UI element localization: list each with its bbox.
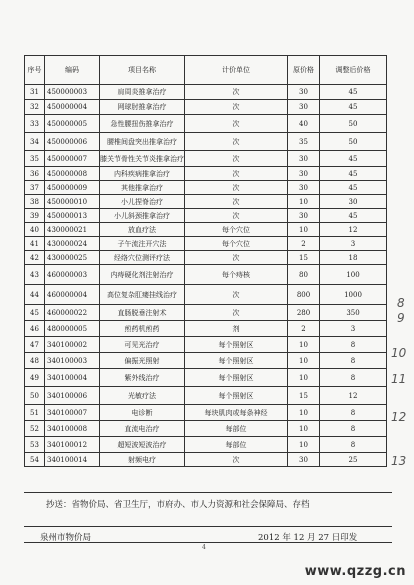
table-row: [25, 387, 387, 405]
row-old-price: 10: [288, 405, 320, 421]
header-code: 编码: [45, 56, 100, 85]
row-item-name: 其他推拿治疗: [100, 181, 185, 195]
handwritten-note: 10: [391, 346, 407, 360]
row-old-price: 10: [288, 195, 320, 209]
row-item-name: 小儿斜颈推拿治疗: [100, 209, 185, 223]
row-item-name: 光敏疗法: [100, 387, 185, 405]
handwritten-note: 12: [391, 410, 407, 424]
row-item-name: 直肠脱垂注射术: [100, 305, 185, 321]
row-old-price: 2: [288, 237, 320, 251]
header-unit: 计价单位: [185, 56, 288, 85]
header-no: 序号: [25, 56, 45, 85]
row-new-price: 30: [320, 195, 387, 209]
row-number: 52: [25, 421, 45, 437]
row-new-price: 8: [320, 405, 387, 421]
row-number: 35: [25, 151, 45, 167]
row-old-price: 30: [288, 85, 320, 100]
table-row: [25, 369, 387, 387]
row-number: 37: [25, 181, 45, 195]
page-number: 4: [202, 544, 206, 551]
row-code: 450000013: [45, 209, 100, 223]
row-code: 460000004: [45, 285, 100, 305]
header-old-price: 原价格: [288, 56, 320, 85]
row-item-name: 小儿捏脊治疗: [100, 195, 185, 209]
row-old-price: 10: [288, 353, 320, 369]
row-code: 450000005: [45, 115, 100, 133]
row-old-price: 40: [288, 115, 320, 133]
row-item-name: 内痔硬化剂注射治疗: [100, 265, 185, 285]
row-number: 38: [25, 195, 45, 209]
row-old-price: 80: [288, 265, 320, 285]
row-old-price: 10: [288, 437, 320, 453]
row-item-name: 可见光治疗: [100, 337, 185, 353]
row-code: 460000022: [45, 305, 100, 321]
row-new-price: 45: [320, 151, 387, 167]
row-item-name: 电诊断: [100, 405, 185, 421]
row-item-name: 放血疗法: [100, 223, 185, 237]
issue-date: 2012 年 12 月 27 日印发: [258, 533, 358, 543]
row-number: 33: [25, 115, 45, 133]
handwritten-note: 13: [391, 454, 407, 468]
row-item-name: 肩周炎推拿治疗: [100, 85, 185, 100]
row-unit: 次: [185, 305, 288, 321]
row-new-price: 1000: [320, 285, 387, 305]
row-old-price: 30: [288, 100, 320, 115]
row-code: 450000010: [45, 195, 100, 209]
header-name: 项目名称: [100, 56, 185, 85]
row-old-price: 10: [288, 223, 320, 237]
row-unit: 次: [185, 85, 288, 100]
row-new-price: 8: [320, 437, 387, 453]
table-row: [25, 337, 387, 353]
table-row: [25, 237, 387, 251]
row-item-name: 膝关节骨性关节炎推拿治疗: [100, 151, 185, 167]
row-item-name: 子午流注开穴法: [100, 237, 185, 251]
row-code: 430000021: [45, 223, 100, 237]
footer-rule-bottom: [24, 542, 392, 543]
row-new-price: 45: [320, 167, 387, 181]
row-old-price: 280: [288, 305, 320, 321]
row-number: 39: [25, 209, 45, 223]
row-number: 48: [25, 353, 45, 369]
row-old-price: 800: [288, 285, 320, 305]
row-unit: 次: [185, 209, 288, 223]
row-old-price: 2: [288, 321, 320, 337]
table-row: [25, 321, 387, 337]
row-old-price: 15: [288, 387, 320, 405]
row-number: 53: [25, 437, 45, 453]
row-number: 32: [25, 100, 45, 115]
row-unit: 剂: [185, 321, 288, 337]
row-new-price: 12: [320, 223, 387, 237]
row-unit: 次: [185, 115, 288, 133]
row-new-price: 8: [320, 337, 387, 353]
row-new-price: 350: [320, 305, 387, 321]
table-row: [25, 285, 387, 305]
watermark: www.qzzg.cn: [304, 564, 406, 579]
row-new-price: 8: [320, 369, 387, 387]
row-number: 40: [25, 223, 45, 237]
row-number: 43: [25, 265, 45, 285]
row-number: 44: [25, 285, 45, 305]
row-number: 36: [25, 167, 45, 181]
row-number: 45: [25, 305, 45, 321]
row-code: 450000004: [45, 100, 100, 115]
row-old-price: 30: [288, 167, 320, 181]
row-item-name: 网球肘推拿治疗: [100, 100, 185, 115]
row-code: 450000006: [45, 133, 100, 151]
row-new-price: 12: [320, 387, 387, 405]
row-old-price: 30: [288, 209, 320, 223]
row-unit: 次: [185, 285, 288, 305]
table-row: [25, 167, 387, 181]
row-item-name: 超短波短波治疗: [100, 437, 185, 453]
row-new-price: 3: [320, 321, 387, 337]
row-item-name: 射频电疗: [100, 453, 185, 467]
row-number: 54: [25, 453, 45, 467]
row-code: 430000025: [45, 251, 100, 265]
row-item-name: 紫外线治疗: [100, 369, 185, 387]
row-unit: 每个穴位: [185, 223, 288, 237]
row-number: 49: [25, 369, 45, 387]
row-old-price: 35: [288, 133, 320, 151]
row-unit: 次: [185, 181, 288, 195]
row-new-price: 3: [320, 237, 387, 251]
row-unit: 次: [185, 453, 288, 467]
table-header-row: [25, 56, 387, 85]
row-unit: 次: [185, 195, 288, 209]
table-row: [25, 100, 387, 115]
row-unit: 每个照射区: [185, 369, 288, 387]
table-row: [25, 265, 387, 285]
row-item-name: 直流电治疗: [100, 421, 185, 437]
row-code: 430000024: [45, 237, 100, 251]
row-code: 340100002: [45, 337, 100, 353]
row-number: 42: [25, 251, 45, 265]
row-new-price: 45: [320, 209, 387, 223]
row-old-price: 10: [288, 369, 320, 387]
table-row: [25, 437, 387, 453]
row-new-price: 100: [320, 265, 387, 285]
row-unit: 每部位: [185, 437, 288, 453]
row-item-name: 经络穴位测评疗法: [100, 251, 185, 265]
row-code: 340100008: [45, 421, 100, 437]
row-code: 340100012: [45, 437, 100, 453]
row-item-name: 高位复杂肛瘘挂线治疗: [100, 285, 185, 305]
row-new-price: 18: [320, 251, 387, 265]
row-unit: 次: [185, 251, 288, 265]
price-table: [24, 55, 387, 467]
row-unit: 每块肌肉或每条神经: [185, 405, 288, 421]
row-code: 480000005: [45, 321, 100, 337]
row-item-name: 内科疾病推拿治疗: [100, 167, 185, 181]
table-row: [25, 353, 387, 369]
row-item-name: 急性腰扭伤推拿治疗: [100, 115, 185, 133]
row-code: 460000003: [45, 265, 100, 285]
row-item-name: 煎药机煎药: [100, 321, 185, 337]
row-new-price: 8: [320, 421, 387, 437]
row-old-price: 30: [288, 181, 320, 195]
row-old-price: 15: [288, 251, 320, 265]
row-code: 340100004: [45, 369, 100, 387]
table-row: [25, 85, 387, 100]
row-number: 50: [25, 387, 45, 405]
row-item-name: 腰椎间盘突出推拿治疗: [100, 133, 185, 151]
row-unit: 每个穴位: [185, 237, 288, 251]
row-new-price: 45: [320, 100, 387, 115]
table-row: [25, 181, 387, 195]
row-code: 450000007: [45, 151, 100, 167]
row-code: 340100014: [45, 453, 100, 467]
row-unit: 每个照射区: [185, 353, 288, 369]
row-item-name: 偏振光照射: [100, 353, 185, 369]
row-old-price: 10: [288, 421, 320, 437]
row-unit: 每个痔核: [185, 265, 288, 285]
table-row: [25, 195, 387, 209]
row-number: 34: [25, 133, 45, 151]
row-old-price: 30: [288, 453, 320, 467]
row-old-price: 30: [288, 151, 320, 167]
row-new-price: 25: [320, 453, 387, 467]
table-row: [25, 453, 387, 467]
row-unit: 次: [185, 151, 288, 167]
row-number: 31: [25, 85, 45, 100]
row-number: 47: [25, 337, 45, 353]
table-row: [25, 305, 387, 321]
row-new-price: 8: [320, 353, 387, 369]
table-row: [25, 405, 387, 421]
header-new-price: 调整后价格: [320, 56, 387, 85]
row-unit: 每个照射区: [185, 387, 288, 405]
table-row: [25, 421, 387, 437]
table-row: [25, 223, 387, 237]
row-unit: 次: [185, 133, 288, 151]
row-code: 450000009: [45, 181, 100, 195]
row-new-price: 45: [320, 85, 387, 100]
row-number: 46: [25, 321, 45, 337]
table-body: [25, 85, 387, 467]
cc-line: 抄送：省物价局、省卫生厅，市府办、市人力资源和社会保障局、存档: [46, 500, 310, 510]
row-new-price: 50: [320, 115, 387, 133]
row-code: 450000003: [45, 85, 100, 100]
footer-rule-top: [24, 492, 392, 493]
handwritten-note: 11: [391, 372, 407, 386]
table-row: [25, 209, 387, 223]
row-unit: 每个照射区: [185, 337, 288, 353]
row-unit: 每部位: [185, 421, 288, 437]
row-number: 41: [25, 237, 45, 251]
row-unit: 次: [185, 167, 288, 181]
footer-rule-middle: [24, 526, 392, 527]
row-code: 340100007: [45, 405, 100, 421]
row-new-price: 50: [320, 133, 387, 151]
table-row: [25, 115, 387, 133]
row-new-price: 45: [320, 181, 387, 195]
handwritten-note: 9: [397, 311, 405, 325]
row-old-price: 10: [288, 337, 320, 353]
row-code: 450000008: [45, 167, 100, 181]
table-row: [25, 151, 387, 167]
table-row: [25, 133, 387, 151]
table-row: [25, 251, 387, 265]
issuer: 泉州市物价局: [40, 533, 92, 543]
row-unit: 次: [185, 100, 288, 115]
row-code: 340100006: [45, 387, 100, 405]
handwritten-note: 8: [397, 296, 405, 310]
row-code: 340100003: [45, 353, 100, 369]
row-number: 51: [25, 405, 45, 421]
